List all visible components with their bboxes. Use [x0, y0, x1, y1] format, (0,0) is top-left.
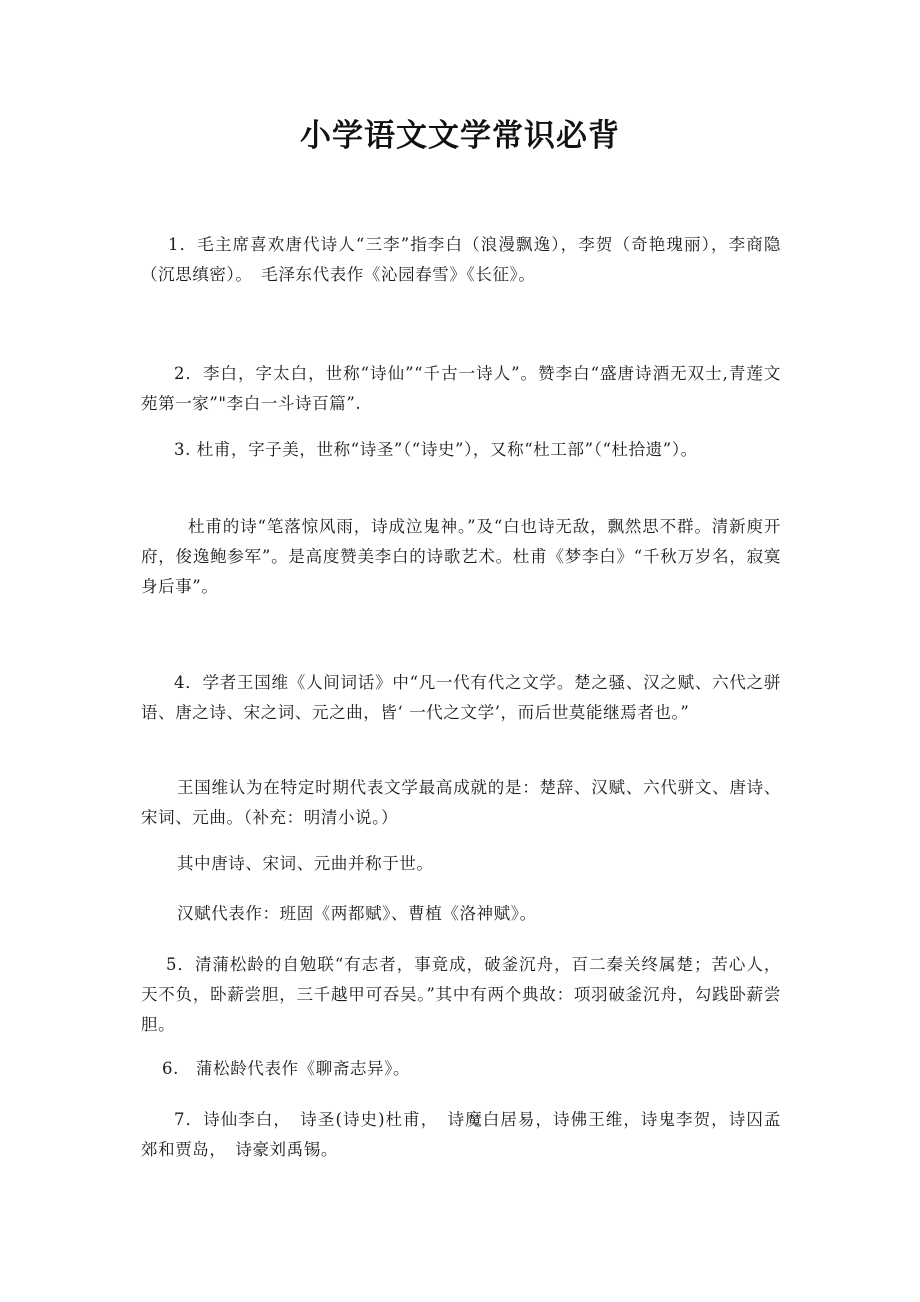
paragraph-1: 1．毛主席喜欢唐代诗人“三李”指李白（浪漫飘逸），李贺（奇艳瑰丽），李商隐（沉思缜密）。 毛泽东代表作《沁园春雪》《长征》。: [141, 235, 781, 284]
paragraph-6: 6. 蒲松龄代表作《聊斋志异》。: [162, 1059, 411, 1078]
paragraph-3: 3. 杜甫，字子美，世称“诗圣”（“诗史”），又称“杜工部”（“杜拾遗”）。: [174, 440, 698, 459]
page-title: 小学语文文学常识必背: [300, 118, 620, 154]
paragraph-4-tang-song-yuan: 其中唐诗、宋词、元曲并称于世。: [177, 854, 434, 873]
paragraph-3-note: 杜甫的诗“笔落惊风雨，诗成泣鬼神。”及“白也诗无敌，飘然思不群。清新庾开府，俊逸鲍参军”。是高度赞美李白的诗歌艺术。杜甫《梦李白》“千秋万岁名，寂寞身后事”。: [141, 517, 781, 596]
paragraph-7: 7．诗仙李白， 诗圣(诗史)杜甫， 诗魔白居易，诗佛王维，诗鬼李贺，诗囚孟郊和贾岛， 诗豪刘禹锡。: [141, 1110, 781, 1159]
paragraph-5: 5．清蒲松龄的自勉联“有志者，事竟成，破釜沉舟，百二秦关终属楚；苦心人，天不负，卧薪尝胆，三千越甲可吞吴。”其中有两个典故：项羽破釜沉舟，勾践卧薪尝胆。: [141, 955, 781, 1034]
paragraph-4-han-fu: 汉赋代表作：班固《两都赋》、曹植《洛神赋》。: [177, 904, 537, 923]
paragraph-4-note: 王国维认为在特定时期代表文学最高成就的是：楚辞、汉赋、六代骈文、唐诗、宋词、元曲。（补充：明清小说。）: [141, 778, 781, 827]
paragraph-2: 2．李白，字太白，世称“诗仙”“千古一诗人”。赞李白“盛唐诗酒无双士,青莲文苑第一家”"李白一斗诗百篇”.: [141, 364, 781, 413]
paragraph-4: 4．学者王国维《人间词话》中“凡一代有代之文学。楚之骚、汉之赋、六代之骈语、唐之诗、宋之词、元之曲，皆‘ 一代之文学’，而后世莫能继焉者也。”: [141, 673, 781, 722]
